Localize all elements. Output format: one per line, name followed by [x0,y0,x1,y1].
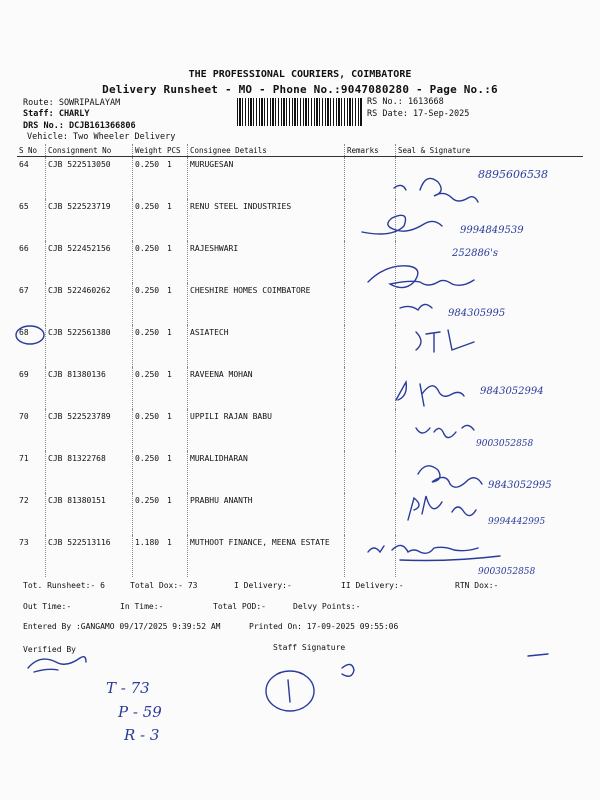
cell-sno: 66 [19,244,29,253]
cell-consignment: CJB 522460262 [46,283,133,325]
cell-consignee: CHESHIRE HOMES COIMBATORE [188,283,345,325]
cell-consignee: PRABHU ANANTH [188,493,345,535]
cell-weight: 0.250 [133,367,166,409]
cell-weight: 1.180 [133,535,166,577]
table-row [17,535,583,577]
cell-seal [396,241,584,283]
cell-seal [396,157,584,200]
cell-consignment: CJB 522523789 [46,409,133,451]
cell-weight: 0.250 [133,157,166,200]
staff-sign-scribble [342,664,354,676]
phone-72: 9994442995 [488,517,546,527]
cell-seal [396,199,584,241]
col-consignee: Consignee Details [188,144,345,157]
cell-remarks [345,199,396,241]
tot-runsheet: Tot. Runsheet:- 6 [23,581,105,590]
col-sno: S No [17,144,46,157]
cell-sno: 67 [19,286,29,295]
printed-on: Printed On: 17-09-2025 09:55:06 [249,622,399,631]
table-row [17,199,583,241]
table-row [17,241,583,283]
cell-consignee: MUTHOOT FINANCE, MEENA ESTATE [188,535,345,577]
cell-weight: 0.250 [133,409,166,451]
cell-pcs: 1 [167,538,172,547]
cell-remarks [345,241,396,283]
cell-seal [396,283,584,325]
cell-sno: 71 [19,454,29,463]
entered-by: Entered By :GANGAMO 09/17/2025 9:39:52 AM [23,622,221,631]
cell-weight: 0.250 [133,451,166,493]
cell-consignee: RENU STEEL INDUSTRIES [188,199,345,241]
cell-remarks [345,367,396,409]
route: Route: SOWRIPALAYAM [23,98,121,108]
tally-r: R - 3 [124,726,160,744]
out-time: Out Time:- [23,602,72,611]
ii-delivery: II Delivery:- [341,581,404,590]
cell-seal [396,325,584,367]
cell-seal [396,367,584,409]
cell-weight: 0.250 [133,493,166,535]
cell-pcs: 1 [167,328,172,337]
table-row [17,451,583,493]
cell-weight: 0.250 [133,325,166,367]
company-name: THE PROFESSIONAL COURIERS, COIMBATORE [188,69,412,80]
staff-sign-circle [266,671,314,711]
cell-remarks [345,535,396,577]
table-row [17,367,583,409]
cell-consignee: ASIATECH [188,325,345,367]
cell-consignment: CJB 81380136 [46,367,133,409]
cell-sno: 73 [19,538,29,547]
barcode [237,98,363,126]
cell-consignment: CJB 81322768 [46,451,133,493]
staff: Staff: CHARLY [23,109,90,119]
cell-remarks [345,157,396,200]
cell-consignee: MURUGESAN [188,157,345,200]
table-header [17,144,583,157]
phone-70: 9003052858 [476,439,534,449]
phone-67: 984305995 [448,308,506,319]
cell-remarks [345,283,396,325]
cell-sno: 72 [19,496,29,505]
cell-sno: 70 [19,412,29,421]
drs-number: DRS No.: DCJB161366806 [23,121,136,131]
table-row [17,325,583,367]
vehicle: Vehicle: Two Wheeler Delivery [27,132,176,142]
runsheet-title: Delivery Runsheet - MO - Phone No.:9047080280 - Page No.:6 [102,83,498,96]
cell-consignment: CJB 522513050 [46,157,133,200]
verified-scribble [28,657,86,672]
cell-consignee: UPPILI RAJAN BABU [188,409,345,451]
cell-consignment: CJB 522452156 [46,241,133,283]
phone-73: 9003052858 [478,567,536,577]
phone-65: 9994849539 [460,225,524,236]
cell-weight: 0.250 [133,199,166,241]
cell-weight: 0.250 [133,283,166,325]
col-seal: Seal & Signature [396,144,584,157]
table-row [17,493,583,535]
cell-consignment: CJB 522561380 [46,325,133,367]
cell-sno: 68 [19,328,29,337]
total-pod: Total POD:- [213,602,266,611]
delvy-points: Delvy Points:- [293,602,361,611]
col-pcs: PCS [165,144,188,157]
total-dox-value: 73 [187,581,198,590]
cell-consignment: CJB 81380151 [46,493,133,535]
table-row [17,283,583,325]
staff-signature: Staff Signature [273,643,346,652]
rtn-dox: RTN Dox:- [455,581,499,590]
cell-consignment: CJB 522513116 [46,535,133,577]
cell-seal [396,451,584,493]
staff-sign-mark [288,680,290,702]
in-time: In Time:- [120,602,164,611]
cell-consignee: MURALIDHARAN [188,451,345,493]
verified-by: Verified By [23,645,76,654]
total-dox-label: Total Dox:- [130,581,183,590]
cell-pcs: 1 [167,244,172,253]
cell-sno: 64 [19,160,29,169]
col-weight: Weight [133,144,166,157]
cell-remarks [345,451,396,493]
cell-pcs: 1 [167,412,172,421]
ink-dash [528,654,548,656]
cell-seal [396,409,584,451]
cell-consignment: CJB 522523719 [46,199,133,241]
tally-p: P - 59 [118,703,162,721]
cell-sno: 65 [19,202,29,211]
cell-pcs: 1 [167,202,172,211]
table-row [17,157,583,200]
cell-pcs: 1 [167,496,172,505]
cell-pcs: 1 [167,454,172,463]
cell-sno: 69 [19,370,29,379]
cell-consignee: RAJESHWARI [188,241,345,283]
cell-remarks [345,493,396,535]
total-dox [130,581,197,590]
phone-66: 252886's [452,248,499,259]
cell-pcs: 1 [167,370,172,379]
tally-t: T - 73 [106,679,150,697]
rs-date: RS Date: 17-Sep-2025 [367,109,470,119]
table-row [17,409,583,451]
cell-pcs: 1 [167,286,172,295]
phone-69: 9843052994 [480,386,544,397]
rs-number: RS No.: 1613668 [367,97,444,107]
phone-71: 9843052995 [488,480,552,491]
cell-weight: 0.250 [133,241,166,283]
cell-consignee: RAVEENA MOHAN [188,367,345,409]
consignment-table [17,144,583,577]
cell-remarks [345,325,396,367]
cell-seal [396,535,584,577]
col-remarks: Remarks [345,144,396,157]
col-consignment: Consignment No [46,144,133,157]
cell-seal [396,493,584,535]
cell-pcs: 1 [167,160,172,169]
cell-remarks [345,409,396,451]
phone-64: 8895606538 [478,168,548,181]
i-delivery: I Delivery:- [234,581,292,590]
